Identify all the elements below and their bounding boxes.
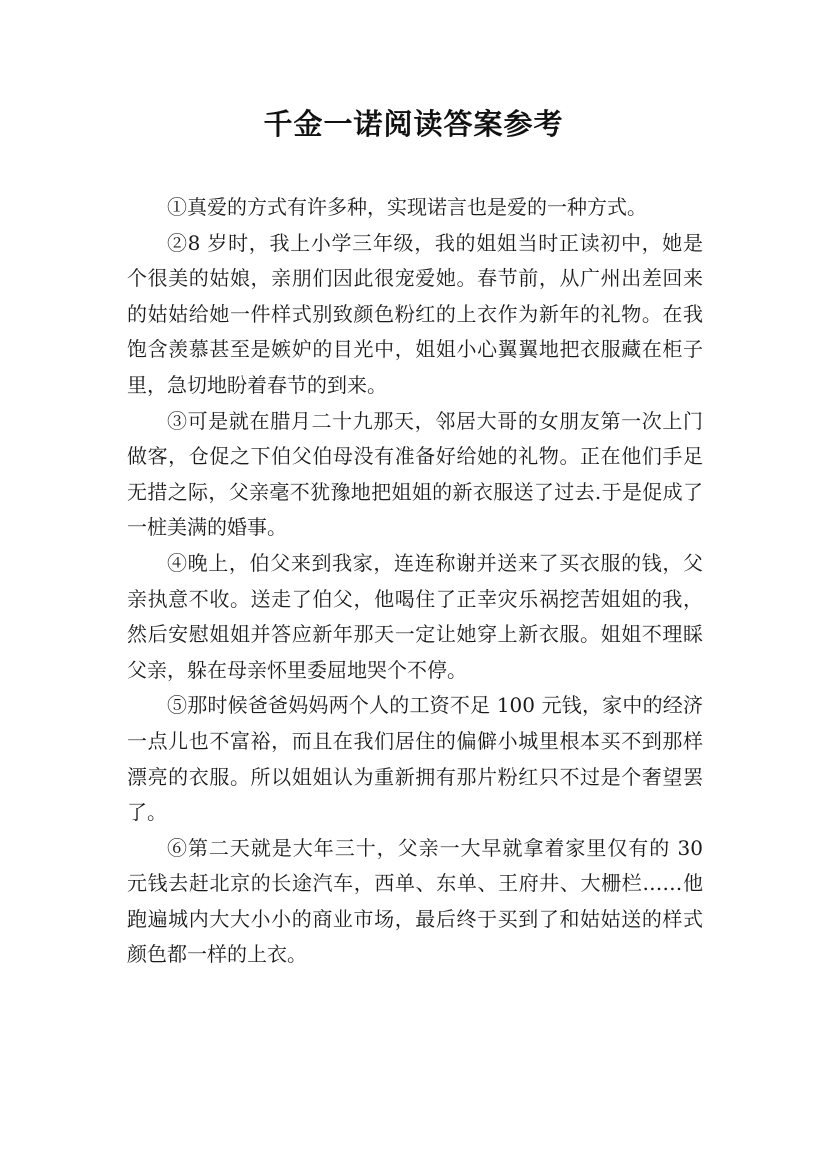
paragraph-2: ②8 岁时，我上小学三年级，我的姐姐当时正读初中，她是个很美的姑娘，亲朋们因此很宠爱她。春节前，从广州出差回来的姑姑给她一件样式别致颜色粉红的上衣作为新年的礼物。在我饱含羡慕甚至是嫉妒的目光中，姐姐小心翼翼地把衣服藏在柜子里，急切地盼着春节的到来。: [127, 230, 703, 397]
paragraph-4: ④晚上，伯父来到我家，连连称谢并送来了买衣服的钱，父亲执意不收。送走了伯父，他喝住了正幸灾乐祸挖苦姐姐的我，然后安慰姐姐并答应新年那天一定让她穿上新衣服。姐姐不理睬父亲，躲在母亲怀里委屈地哭个不停。: [127, 550, 703, 682]
page-title: 千金一诺阅读答案参考: [263, 107, 564, 141]
paragraph-5: ⑤那时候爸爸妈妈两个人的工资不足 100 元钱，家中的经济一点儿也不富裕，而且在我们居住的偏僻小城里根本买不到那样漂亮的衣服。所以姐姐认为重新拥有那片粉红只不过是个奢望罢了。: [127, 693, 703, 825]
paragraph-3: ③可是就在腊月二十九那天，邻居大哥的女朋友第一次上门做客，仓促之下伯父伯母没有准备好给她的礼物。正在他们手足无措之际，父亲毫不犹豫地把姐姐的新衣服送了过去.于是促成了一桩美满的婚事。: [127, 408, 703, 540]
article-body: [127, 190, 703, 973]
paragraph-1: ①真爱的方式有许多种，实现诺言也是爱的一种方式。: [167, 195, 647, 219]
paragraph-6: ⑥第二天就是大年三十，父亲一大早就拿着家里仅有的 30 元钱去赶北京的长途汽车，西单、东单、王府井、大栅栏……他跑遍城内大大小小的商业市场，最后终于买到了和姑姑送的样式颜色都一样的上衣。: [127, 835, 703, 967]
